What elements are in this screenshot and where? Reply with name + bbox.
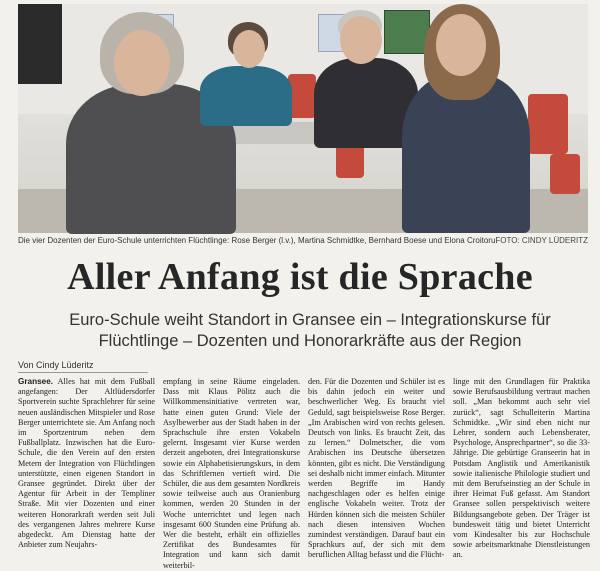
photo-caption: Die vier Dozenten der Euro-Schule unterrichten Flüchtlinge: Rose Berger (l.v.), Martina Schmidtke, Bernhard Boese und Elona Croitoru. [18,236,498,245]
photo-credit: FOTO: CINDY LÜDERITZ [495,236,588,245]
article-column-text: Alles hat mit dem Fußball angefangen: Der Altlüdersdorfer Sportverein suchte Sprachlehrer für seine neuen ausländischen Mitspieler und Rose Berger unterrichtete sie. Am Anfang noch im Sportzentrum neben dem Fußballplatz. Inzwischen hat die Euro-Schule, die den Verein auf den ersten Metern der Integration von Flüchtlingen unterstützte, einen eigenen Standort in Gransee gegründet. Direkt über der Agentur für Arbeit in der Templiner Straße. Mit vier Dozenten und einer weiteren Honorarkraft werden seit Juli des vergangenen Jahres mehrere Kurse abgedeckt. Am Dienstag hatte der Anbieter zum Neujahrs- [18,377,155,550]
article-column-text: empfang in seine Räume eingeladen. Dass mit Klaus Pölitz auch die Willkommensinitiative vertreten war, hatte einen guten Grund: Viele der Asylbewerber aus der Stadt haben in der Sprachschule ihre ersten Vokabeln gelernt. Insgesamt vier Kurse werden derzeit angeboten, drei Integrationskurse sowie ein Alphabetisierungskurs, in dem das Schriftlernen vertieft wird. Die Schüler, die aus dem gesamten Nordkreis sowie teilweise auch aus Oranienburg kommen, werden 20 Stunden in der Woche unterrichtet und legen nach insgesamt 600 Stunden eine Prüfung ab. Wer die besteht, erhält ein offizielles Zertifikat des Bundesamtes für Integration und kann sich damit weiterbil- [163,377,300,570]
article-headline: Aller Anfang ist die Sprache [67,256,533,298]
article-photo [18,4,588,233]
article-subheadline: Euro-Schule weiht Standort in Gransee ein – Integrationskurse für Flüchtlinge – Dozenten und Honorarkräfte aus der Region [69,311,551,350]
article-dateline: Gransee. [18,377,54,386]
photo-chair [288,74,316,118]
article-column-2 [163,377,300,570]
article-column-text: den. Für die Dozenten und Schüler ist es bis dahin jedoch ein weiter und beschwerlicher Weg. Es braucht viel Geduld, sagt beispielsweise Rose Berger. „Im Arabischen wird von rechts gelesen. Deutsch von links. Es braucht Zeit, das zu lernen.“ Dolmetscher, die vom Arabischen ins Deutsche übersetzen könnten, gibt es nicht. Die Verständigung sei deshalb nicht immer einfach. Mitunter werden Begriffe im Handy nachgeschlagen oder es helfen einige englische Vokabeln weiter. Trotz der Hürden können sich die meisten Schüler nach diesen intensiven Wochen zumindest verständigen. Darauf baut ein Sprachkurs auf, der sich mit dem beruflichen Alltag befasst und die Flücht- [308,377,445,560]
photo-chair [550,154,580,194]
article-column-3 [308,377,445,560]
article-body [18,377,590,570]
article-byline: Von Cindy Lüderitz [18,360,148,373]
article-column-1 [18,377,155,555]
article-column-4 [453,377,590,560]
photo-caption-row [18,236,588,248]
article-column-text: linge mit den Grundlagen für Praktika sowie Berufsausbildung vertraut machen soll. „Man bekommt auch sehr viel zurück“, sagt Schulleiterin Martina Schmidtke. „Wir sind eben nicht nur Lehrer, sondern auch Lebensberater, Psychologe, Ansprechpartner“, so die 33-Jährige. Die gebürtige Granseerin hat in Potsdam Anglistik und Amerikanistik sowie italienische Philologie studiert und mit dem Berufseinstieg an der Schule in ihrer Heimat Fuß gefasst. Am Standort Gransee sollen perspektivisch weitere Bildungsangebote geben. Der Träger ist bundesweit tätig und bietet Unterricht vom Kindesalter bis zur Hochschule sowie arbeitsmarktnahe Dienstleistungen an. [453,377,590,560]
photo-blackboard [18,4,62,84]
photo-chair [528,94,568,154]
photo-map [384,10,430,54]
